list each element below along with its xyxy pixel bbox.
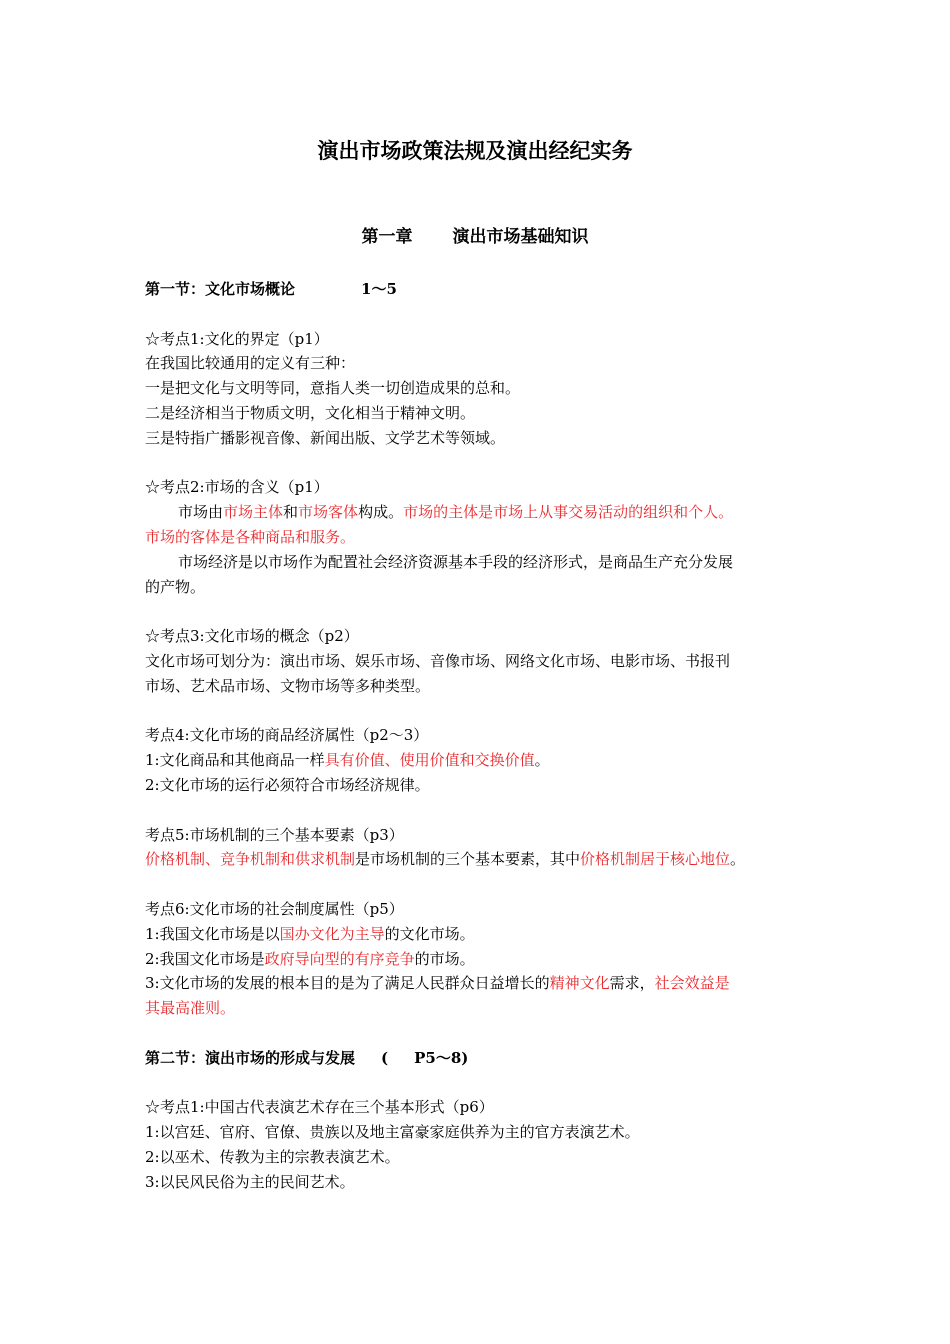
paragraph-line: 市场由市场主体和市场客体构成。市场的主体是市场上从事交易活动的组织和个人。 [178, 503, 734, 522]
text-line: 3:以民风民俗为主的民间艺术。 [145, 1172, 355, 1191]
key-point-heading: 考点4:文化市场的商品经济属性（p2～3） [145, 726, 429, 745]
paragraph-line: 的产物。 [145, 577, 206, 596]
key-point-heading: ☆考点1:文化的界定（p1） [145, 329, 329, 348]
highlight-line: 其最高准则。 [145, 999, 236, 1018]
text-line: 一是把文化与文明等同，意指人类一切创造成果的总和。 [145, 379, 521, 398]
section-heading-1: 第一节：文化市场概论 1～5 [145, 280, 397, 298]
chapter-number: 第一章 [361, 227, 413, 247]
document-title: 演出市场政策法规及演出经纪实务 [317, 138, 633, 163]
text-line: 市场、艺术品市场、文物市场等多种类型。 [145, 676, 431, 695]
text-line: 1:文化商品和其他商品一样具有价值、使用价值和交换价值。 [145, 751, 550, 770]
text-line: 二是经济相当于物质文明，文化相当于精神文明。 [145, 403, 476, 422]
highlight-line: 市场的客体是各种商品和服务。 [145, 527, 356, 546]
key-point-heading: 考点5:市场机制的三个基本要素（p3） [145, 825, 404, 844]
text-line: 三是特指广播影视音像、新闻出版、文学艺术等领域。 [145, 428, 506, 447]
text-line: 1:我国文化市场是以国办文化为主导的文化市场。 [145, 924, 475, 943]
key-point-heading: ☆考点2:市场的含义（p1） [145, 478, 329, 497]
document-body [145, 277, 810, 1194]
text-line: 2:以巫术、传教为主的宗教表演艺术。 [145, 1147, 400, 1166]
key-point-heading: ☆考点3:文化市场的概念（p2） [145, 627, 359, 646]
text-line: 2:文化市场的运行必须符合市场经济规律。 [145, 775, 430, 794]
text-line: 价格机制、竞争机制和供求机制是市场机制的三个基本要素，其中价格机制居于核心地位。 [145, 850, 746, 869]
section-heading-2: 第二节：演出市场的形成与发展 ( P5～8) [145, 1048, 469, 1067]
chapter-heading [0, 224, 950, 250]
text-line: 文化市场可划分为：演出市场、娱乐市场、音像市场、网络文化市场、电影市场、书报刊 [145, 651, 731, 670]
text-line: 1:以宫廷、官府、官僚、贵族以及地主富豪家庭供养为主的官方表演艺术。 [145, 1123, 640, 1142]
text-line: 2:我国文化市场是政府导向型的有序竞争的市场。 [145, 949, 475, 968]
chapter-name: 演出市场基础知识 [452, 227, 589, 247]
paragraph-line: 市场经济是以市场作为配置社会经济资源基本手段的经济形式，是商品生产充分发展 [178, 552, 734, 571]
text-line: 3:文化市场的发展的根本目的是为了满足人民群众日益增长的精神文化需求，社会效益是 [145, 974, 730, 993]
key-point-heading: 考点6:文化市场的社会制度属性（p5） [145, 899, 404, 918]
text-line: 在我国比较通用的定义有三种： [145, 354, 356, 373]
key-point-heading: ☆考点1:中国古代表演艺术存在三个基本形式（p6） [145, 1098, 494, 1117]
